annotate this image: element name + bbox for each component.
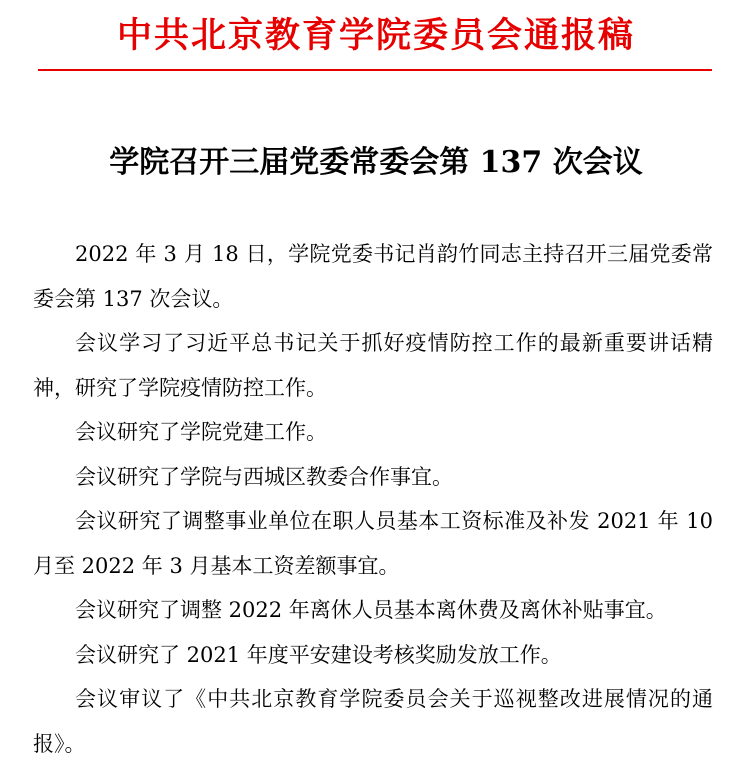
paragraph-epidemic-prevention: 会议学习了习近平总书记关于抓好疫情防控工作的最新重要讲话精神，研究了学院疫情防控工作。 [33, 331, 713, 400]
paragraph-retiree-allowance: 会议研究了调整 2022 年离休人员基本离休费及离休补贴事宜。 [75, 598, 667, 622]
masthead-title: 中共北京教育学院委员会通报稿 [116, 16, 635, 56]
document-title: 学院召开三届党委常委会第 137 次会议 [109, 145, 643, 180]
paragraph-meeting-intro: 2022 年 3 月 18 日，学院党委书记肖韵竹同志主持召开三届党委常委会第 137 次会议。 [33, 242, 713, 311]
paragraph-salary-adjustment: 会议研究了调整事业单位在职人员基本工资标准及补发 2021 年 10 月至 2022 年 3 月基本工资差额事宜。 [33, 509, 713, 578]
paragraph-xicheng-cooperation: 会议研究了学院与西城区教委合作事宜。 [75, 464, 453, 489]
paragraph-inspection-report: 会议审议了《中共北京教育学院委员会关于巡视整改进展情况的通报》。 [33, 687, 713, 756]
document-body [33, 232, 713, 766]
masthead-divider [38, 69, 712, 71]
paragraph-safety-award: 会议研究了 2021 年度平安建设考核奖励发放工作。 [75, 642, 562, 667]
paragraph-party-building: 会议研究了学院党建工作。 [75, 420, 327, 444]
